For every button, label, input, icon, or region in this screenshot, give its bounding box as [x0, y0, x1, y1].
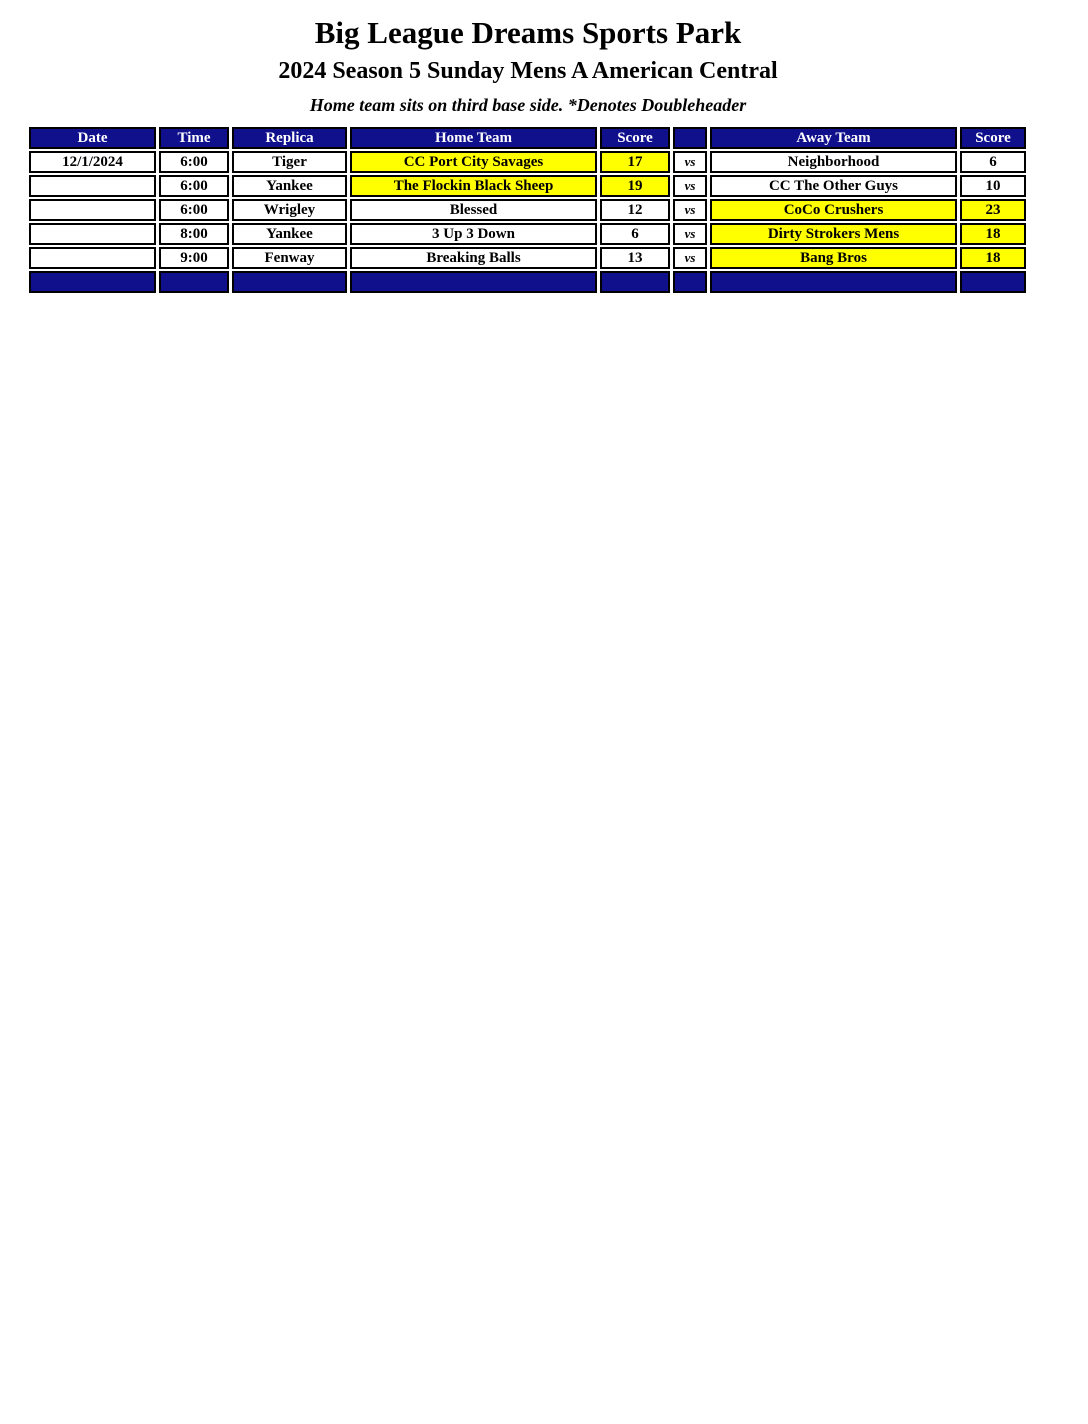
- home-team-cell: Breaking Balls: [350, 247, 597, 269]
- schedule-sheet: [26, 16, 1030, 295]
- vs-cell: vs: [673, 223, 707, 245]
- away-score-cell: 18: [960, 247, 1026, 269]
- away-score-cell: 10: [960, 175, 1026, 197]
- footer-cell: [960, 271, 1026, 293]
- time-cell: 6:00: [159, 151, 229, 173]
- away-team-cell: Neighborhood: [710, 151, 957, 173]
- away-team-cell: CoCo Crushers: [710, 199, 957, 221]
- date-cell: [29, 199, 156, 221]
- home-score-cell: 13: [600, 247, 670, 269]
- footer-cell: [232, 271, 347, 293]
- date-cell: [29, 175, 156, 197]
- date-cell: 12/1/2024: [29, 151, 156, 173]
- table-row: [29, 175, 1026, 197]
- date-cell: [29, 223, 156, 245]
- table-row: [29, 223, 1026, 245]
- time-cell: 6:00: [159, 175, 229, 197]
- time-cell: 8:00: [159, 223, 229, 245]
- footer-cell: [600, 271, 670, 293]
- col-header-replica: Replica: [232, 127, 347, 149]
- col-header-time: Time: [159, 127, 229, 149]
- home-team-cell: CC Port City Savages: [350, 151, 597, 173]
- replica-cell: Tiger: [232, 151, 347, 173]
- page-note: Home team sits on third base side. *Denotes Doubleheader: [309, 95, 747, 116]
- home-team-cell: 3 Up 3 Down: [350, 223, 597, 245]
- replica-cell: Wrigley: [232, 199, 347, 221]
- home-score-cell: 17: [600, 151, 670, 173]
- away-team-cell: CC The Other Guys: [710, 175, 957, 197]
- col-header-date: Date: [29, 127, 156, 149]
- footer-row: [29, 271, 1026, 293]
- home-team-cell: Blessed: [350, 199, 597, 221]
- home-score-cell: 6: [600, 223, 670, 245]
- away-score-cell: 23: [960, 199, 1026, 221]
- col-header-away-team: Away Team: [710, 127, 957, 149]
- replica-cell: Yankee: [232, 175, 347, 197]
- page-title: Big League Dreams Sports Park: [314, 15, 742, 50]
- vs-cell: vs: [673, 175, 707, 197]
- vs-cell: vs: [673, 247, 707, 269]
- table-row: [29, 199, 1026, 221]
- replica-cell: Yankee: [232, 223, 347, 245]
- page-subtitle: 2024 Season 5 Sunday Mens A American Central: [278, 58, 778, 85]
- away-team-cell: Dirty Strokers Mens: [710, 223, 957, 245]
- footer-cell: [159, 271, 229, 293]
- away-team-cell: Bang Bros: [710, 247, 957, 269]
- table-row: [29, 247, 1026, 269]
- replica-cell: Fenway: [232, 247, 347, 269]
- time-cell: 9:00: [159, 247, 229, 269]
- footer-cell: [29, 271, 156, 293]
- footer-cell: [673, 271, 707, 293]
- away-score-cell: 18: [960, 223, 1026, 245]
- date-cell: [29, 247, 156, 269]
- home-score-cell: 19: [600, 175, 670, 197]
- col-header-home-team: Home Team: [350, 127, 597, 149]
- vs-cell: vs: [673, 151, 707, 173]
- time-cell: 6:00: [159, 199, 229, 221]
- home-team-cell: The Flockin Black Sheep: [350, 175, 597, 197]
- col-header-home-score: Score: [600, 127, 670, 149]
- vs-cell: vs: [673, 199, 707, 221]
- footer-cell: [710, 271, 957, 293]
- col-header-vs: [673, 127, 707, 149]
- table-row: [29, 151, 1026, 173]
- away-score-cell: 6: [960, 151, 1026, 173]
- footer-cell: [350, 271, 597, 293]
- col-header-away-score: Score: [960, 127, 1026, 149]
- header-row: [29, 127, 1026, 149]
- home-score-cell: 12: [600, 199, 670, 221]
- schedule-table: [26, 125, 1029, 295]
